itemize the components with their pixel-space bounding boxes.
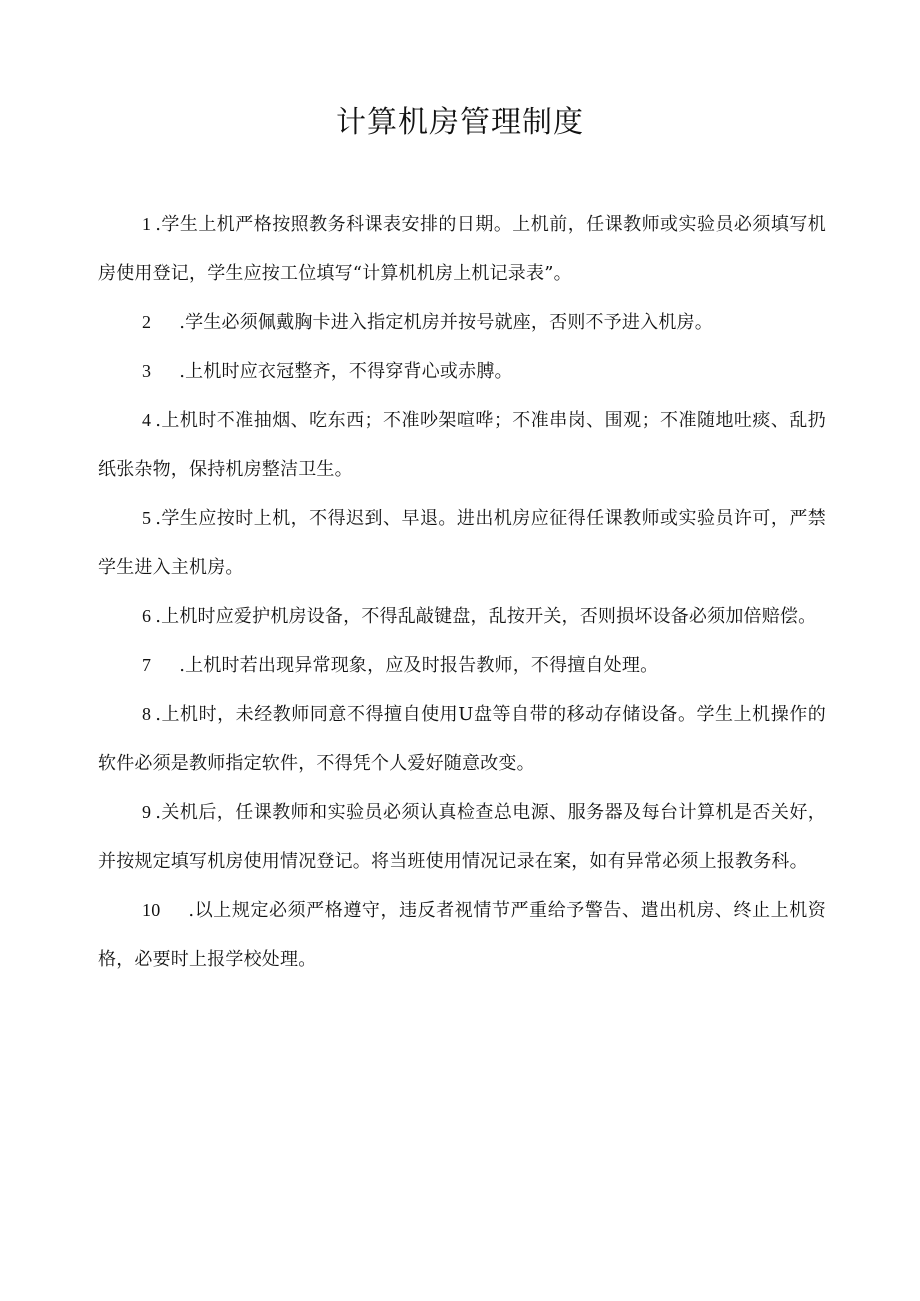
rule-item-2 [98, 298, 826, 347]
rule-text: .学生应按时上机，不得迟到、早退。进出机房应征得任课教师或实验员许可，严禁学生进入主机房。 [98, 508, 826, 578]
rule-number: 1 [142, 214, 152, 234]
rule-text: .上机时，未经教师同意不得擅自使用U盘等自带的移动存储设备。学生上机操作的软件必须是教师指定软件，不得凭个人爱好随意改变。 [98, 704, 826, 774]
rule-number: 10 [142, 900, 161, 920]
rule-number: 2 [142, 312, 152, 332]
rule-item-7 [98, 641, 826, 690]
rule-text: .上机时应衣冠整齐，不得穿背心或赤膊。 [179, 361, 513, 382]
rule-item-4 [98, 396, 826, 494]
rule-item-6 [98, 592, 826, 641]
rule-text: .上机时应爱护机房设备，不得乱敲键盘，乱按开关，否则损坏设备必须加倍赔偿。 [155, 606, 817, 627]
rule-item-9 [98, 788, 826, 886]
rule-text: .学生必须佩戴胸卡进入指定机房并按号就座，否则不予进入机房。 [179, 312, 713, 333]
rule-number: 9 [142, 802, 152, 822]
rule-text: .上机时不准抽烟、吃东西；不准吵架喧哗；不准串岗、围观；不准随地吐痰、乱扔纸张杂物，保持机房整洁卫生。 [98, 410, 826, 480]
rule-number: 4 [142, 410, 152, 430]
rule-number: 6 [142, 606, 152, 626]
rule-number: 3 [142, 361, 152, 381]
rule-number: 8 [142, 704, 152, 724]
rule-item-3 [98, 347, 826, 396]
rule-item-5 [98, 494, 826, 592]
rule-text: .上机时若出现异常现象，应及时报告教师，不得擅自处理。 [179, 655, 659, 676]
rule-text: .关机后，任课教师和实验员必须认真检查总电源、服务器及每台计算机是否关好，并按规定填写机房使用情况登记。将当班使用情况记录在案，如有异常必须上报教务科。 [98, 802, 826, 872]
rule-number: 5 [142, 508, 152, 528]
rule-item-1 [98, 200, 826, 298]
document-title: 计算机房管理制度 [336, 105, 584, 140]
rule-item-10 [98, 886, 826, 984]
rule-item-8 [98, 690, 826, 788]
rules-list [98, 200, 826, 984]
rule-number: 7 [142, 655, 152, 675]
rule-text: .以上规定必须严格遵守，违反者视情节严重给予警告、遣出机房、终止上机资格，必要时上报学校处理。 [98, 900, 826, 970]
rule-text: .学生上机严格按照教务科课表安排的日期。上机前，任课教师或实验员必须填写机房使用登记，学生应按工位填写“计算机机房上机记录表”。 [98, 214, 826, 284]
